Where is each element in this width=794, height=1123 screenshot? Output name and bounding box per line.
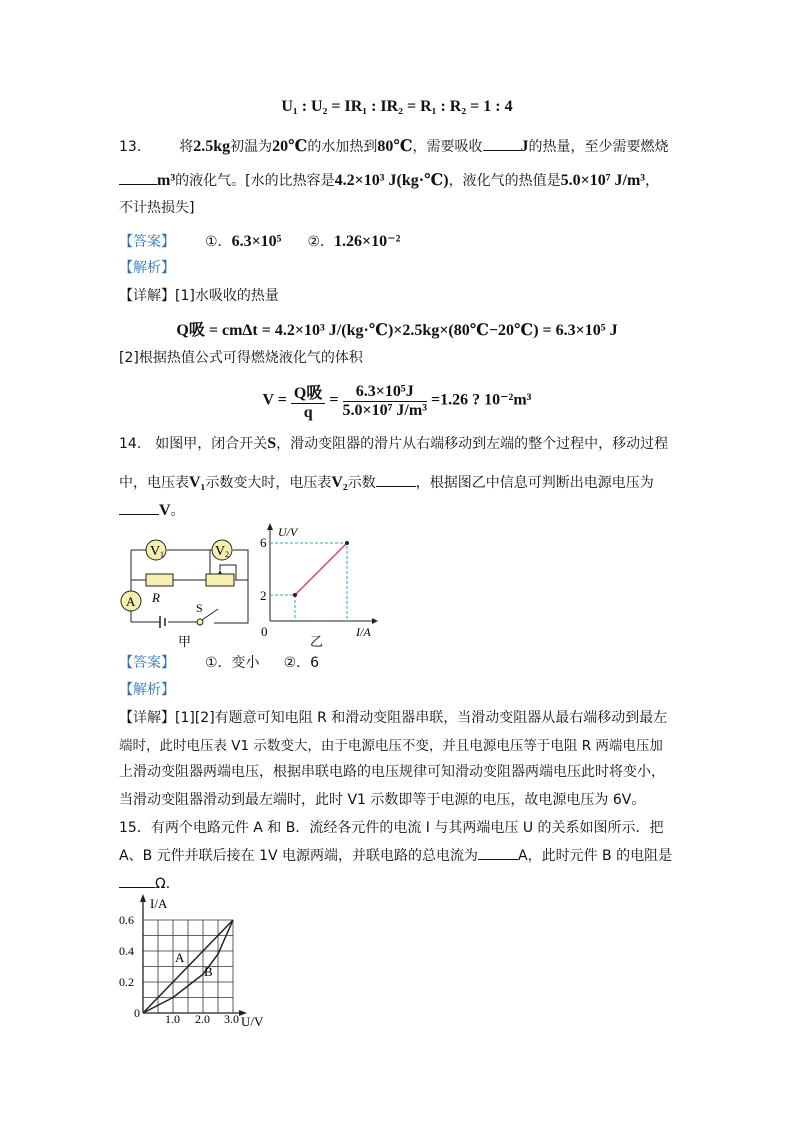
specific-heat: 4.2×10³ J(kg·℃)	[334, 172, 449, 189]
ui-graph	[260, 523, 378, 649]
unit: J	[520, 138, 529, 155]
previous-formula: U₁ : U₂ = IR₁ : IR₂ = R₁ : R₂ = 1 : 4	[281, 98, 513, 115]
text: 的热量，至少需要燃烧	[528, 139, 669, 155]
lhs: V =	[262, 391, 287, 409]
q14-line2	[119, 472, 654, 493]
temp: 80℃	[377, 138, 413, 155]
mass: 2.5kg	[193, 138, 231, 155]
text: 的液化气。[水的比热容是	[175, 173, 335, 189]
q14-line3	[119, 500, 185, 521]
circuit	[121, 540, 234, 649]
text: ，根据图乙中信息可判断出电源电压为	[415, 475, 654, 491]
unit: V	[159, 502, 171, 519]
fraction	[343, 383, 427, 420]
detail-tag: 【详解】	[119, 710, 175, 726]
q14-detail-line: 上滑动变阻器两端电压，根据串联电路的电压规律可知滑动变阻器两端电压此时将变小，	[119, 764, 665, 780]
origin-label: 0	[134, 1006, 140, 1020]
analysis-tag: 【解析】	[119, 260, 175, 276]
text: 的水加热到	[307, 139, 378, 155]
y-tick: 0.2	[119, 975, 134, 989]
text: [1][2]有题意可知电阻 R 和滑动变阻器串联，当滑动变阻器从最右端移动到最左	[175, 710, 668, 726]
text: 示数	[347, 475, 376, 491]
x-tick: 2.0	[195, 1012, 210, 1026]
series-a-label: A	[175, 950, 185, 965]
q13-line3: 不计热损失]	[119, 200, 195, 216]
denominator: 5.0×10⁷ J/m³	[342, 401, 427, 419]
answer-label: ②．	[307, 234, 335, 250]
q14-answer	[119, 653, 319, 673]
text: ，液化气的热值是	[448, 173, 561, 189]
detail-tag: 【详解】	[119, 288, 175, 304]
formula-volume: V = $\frac{\text{Q吸}}{q}$ = $\frac{\text{6.3×10⁵J}}{\text{5.0×10⁷ J/m³}}$ =1.26 ? 10⁻²m³	[0, 380, 794, 422]
text: 初温为	[230, 139, 273, 155]
numerator: 6.3×10⁵J	[343, 383, 427, 402]
blank	[483, 136, 521, 151]
v2: V₂	[331, 474, 348, 491]
v1-sub: 1	[160, 550, 164, 559]
answer2: ②．6	[283, 655, 320, 671]
switch-symbol: S	[267, 435, 277, 452]
text: 中，电压表	[119, 475, 189, 491]
blank	[478, 845, 518, 860]
origin-label: 0	[261, 624, 268, 639]
y-tick: 0.6	[119, 913, 134, 927]
v2-label: V	[215, 544, 226, 559]
x-tick: 1.0	[165, 1012, 180, 1026]
data-point	[345, 541, 349, 545]
q14-detail	[119, 708, 667, 728]
q14-detail-line: 当滑动变阻器滑动到最左端时，此时 V1 示数即等于电源的电压，故电源电压为 6V。	[119, 792, 646, 808]
q13-line1	[119, 136, 669, 157]
q15-line1: 15．有两个电路元件 A 和 B．流经各元件的电流 I 与其两端电压 U 的关系如图所示．把	[119, 820, 664, 836]
x-tick: 3.0	[224, 1012, 239, 1026]
answer-value: 1.26×10⁻²	[334, 233, 401, 250]
blank	[119, 873, 155, 888]
data-point	[293, 593, 297, 597]
heat-value: 5.0×10⁷ J/m³	[560, 172, 646, 189]
numerator: Q吸	[291, 380, 325, 404]
blank	[119, 500, 159, 515]
text: A，此时元件 B 的电阻是	[518, 848, 673, 864]
text: 将	[179, 139, 194, 155]
y-axis-label: U/V	[278, 525, 298, 539]
caption-jia: 甲	[178, 634, 192, 649]
v2-sub: 2	[225, 550, 229, 559]
v1: V₁	[189, 474, 206, 491]
q13-detail1	[119, 286, 279, 306]
answer-tag: 【答案】	[119, 234, 175, 250]
q15-chart	[110, 890, 290, 1030]
rheostat-icon	[206, 574, 234, 586]
x-axis-label: I/A	[356, 625, 371, 639]
caption-yi: 乙	[310, 634, 324, 649]
answer-value: 6.3×10⁵	[231, 233, 282, 250]
y-axis-label: I/A	[150, 896, 168, 911]
switch-label: S	[196, 601, 203, 615]
blank	[119, 170, 157, 185]
ammeter-label: A	[126, 594, 136, 609]
resistor-icon	[146, 574, 173, 586]
q14-detail-line: 端时，此时电压表 V1 示数变大，由于电源电压不变，并且电源电压等于电阻 R 两端电压加	[119, 738, 663, 754]
text: ，需要吸收	[412, 139, 483, 155]
v1-label: V	[150, 544, 161, 559]
q14-figure	[110, 520, 410, 650]
x-axis-label: U/V	[241, 1014, 264, 1029]
text: Ω．	[155, 876, 180, 892]
q14-line1	[119, 434, 668, 454]
q15-line2	[119, 845, 672, 866]
q13-line2	[119, 170, 659, 191]
analysis-tag: 【解析】	[119, 682, 175, 698]
question-number: 13.	[119, 139, 142, 155]
text: ，滑动变阻器的滑片从右端移动到左端的整个过程中，移动过程	[276, 436, 669, 452]
q13-detail2: [2]根据热值公式可得燃烧液化气的体积	[119, 350, 363, 366]
resistor-label: R	[152, 590, 160, 605]
ui-line	[295, 543, 347, 595]
text: 。	[170, 503, 185, 519]
unit: m³	[157, 172, 176, 189]
y-tick: 0.4	[119, 944, 134, 958]
y-tick: 6	[260, 535, 267, 550]
y-tick: 2	[260, 588, 267, 603]
text: 示数变大时，电压表	[205, 475, 332, 491]
battery-icon	[160, 616, 165, 628]
answer-tag: 【答案】	[119, 655, 175, 671]
text: 14. 如图甲，闭合开关	[119, 436, 268, 452]
text: A、B 元件并联后接在 1V 电源两端，并联电路的总电流为	[119, 848, 479, 864]
answer1: ①．变小	[205, 655, 260, 671]
text: [1]水吸收的热量	[175, 288, 279, 304]
q13-answer	[119, 232, 400, 252]
answer-label: ①．	[205, 234, 232, 250]
rhs: =1.26 ? 10⁻²m³	[430, 391, 532, 409]
denominator: q	[303, 404, 313, 421]
text: ，	[645, 173, 660, 189]
temp: 20℃	[272, 138, 308, 155]
series-b-label: B	[204, 964, 213, 979]
fraction	[291, 380, 325, 422]
blank	[376, 472, 416, 487]
formula-heat: Q吸 = cmΔt = 4.2×10³ J/(kg·℃)×2.5kg×(80℃−20℃) = 6.3×10⁵ J	[176, 322, 618, 339]
